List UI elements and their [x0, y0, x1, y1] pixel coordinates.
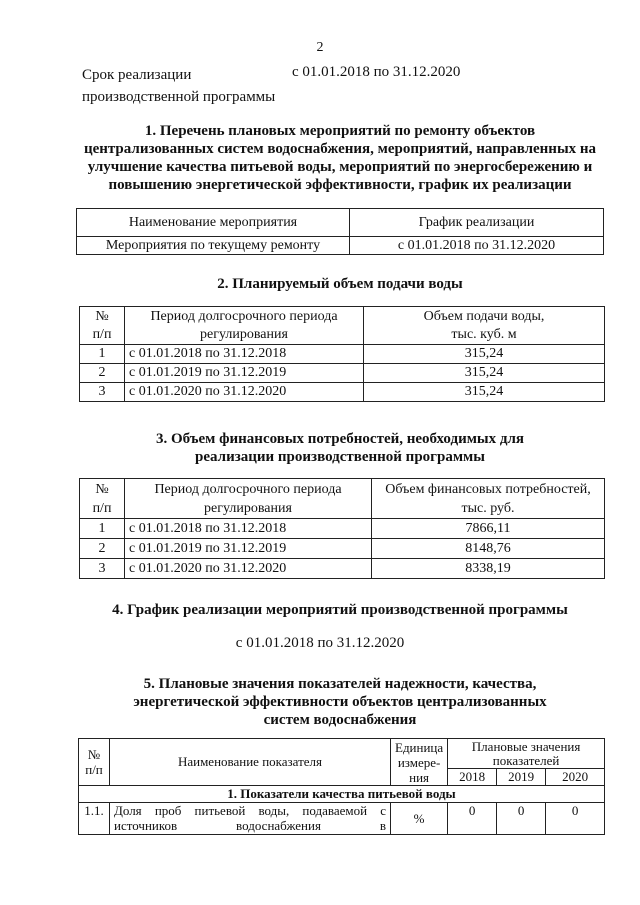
row-value: 315,24	[364, 383, 605, 402]
row-unit: %	[391, 803, 448, 835]
section5-title	[60, 675, 620, 729]
section5-title-line: систем водоснабжения	[263, 712, 417, 728]
activities-header-schedule: График реализации	[350, 209, 604, 237]
table-row	[80, 519, 605, 539]
col-finance-header: Объем финансовых потребностей, тыс. руб.	[372, 479, 605, 519]
term-label-line1: Срок реализации	[82, 67, 192, 83]
section2-title: 2. Планируемый объем подачи воды	[217, 276, 463, 292]
row-period: с 01.01.2020 по 31.12.2020	[125, 383, 364, 402]
table-row	[79, 803, 605, 835]
section3-title-line: реализации производственной программы	[195, 449, 485, 465]
col-year-2020: 2020	[546, 769, 605, 786]
section1-title-line: 1. Перечень плановых мероприятий по ремонту объектов	[144, 123, 536, 139]
implementation-term-label	[82, 64, 275, 108]
section4-period: с 01.01.2018 по 31.12.2020	[235, 635, 405, 651]
page-number: 2	[316, 40, 324, 55]
col-volume-header: Объем подачи воды, тыс. куб. м	[364, 307, 605, 345]
row-period: с 01.01.2019 по 31.12.2019	[125, 364, 364, 383]
row-value: 315,24	[364, 364, 605, 383]
section5-title-line: 5. Плановые значения показателей надежности, качества,	[143, 676, 537, 692]
row-value: 7866,11	[372, 519, 605, 539]
section1-title-line: улучшение качества питьевой воды, мероприятий по энергосбережению и	[87, 159, 593, 175]
row-num: 1.1.	[79, 803, 110, 835]
row-value: 8148,76	[372, 539, 605, 559]
activity-name: Мероприятия по текущему ремонту	[77, 237, 350, 255]
group-header: 1. Показатели качества питьевой воды	[79, 786, 605, 803]
term-label-line2: производственной программы	[82, 89, 276, 105]
table-row	[80, 364, 605, 383]
col-num-header: № п/п	[79, 739, 110, 786]
water-supply-table	[79, 306, 605, 402]
col-unit-header: Единица измере- ния	[391, 739, 448, 786]
row-period: с 01.01.2018 по 31.12.2018	[125, 519, 372, 539]
table-row	[80, 559, 605, 579]
indicators-table	[78, 738, 605, 835]
implementation-term-value: с 01.01.2018 по 31.12.2020	[292, 64, 461, 80]
activities-header-name: Наименование мероприятия	[77, 209, 350, 237]
activities-table	[76, 208, 604, 255]
section5-title-line: энергетической эффективности объектов централизованных	[133, 694, 547, 710]
row-value-2018: 0	[448, 803, 497, 835]
table-row	[80, 345, 605, 364]
row-num: 3	[80, 383, 125, 402]
row-period: с 01.01.2019 по 31.12.2019	[125, 539, 372, 559]
col-plan-header: Плановые значения показателей	[448, 739, 605, 769]
row-num: 3	[80, 559, 125, 579]
row-value-2019: 0	[497, 803, 546, 835]
section1-title-line: повышению энергетической эффективности, график их реализации	[108, 177, 572, 193]
col-period-header: Период долгосрочного периода регулирования	[125, 479, 372, 519]
section3-title	[60, 430, 620, 466]
section1-title-line: централизованных систем водоснабжения, мероприятий, направленных на	[83, 141, 597, 157]
section1-title	[60, 122, 620, 194]
row-num: 1	[80, 345, 125, 364]
col-indicator-name-header: Наименование показателя	[110, 739, 391, 786]
col-num-header: № п/п	[80, 479, 125, 519]
row-value-2020: 0	[546, 803, 605, 835]
row-period: с 01.01.2020 по 31.12.2020	[125, 559, 372, 579]
table-row	[80, 539, 605, 559]
row-num: 1	[80, 519, 125, 539]
section4-title: 4. График реализации мероприятий производственной программы	[112, 602, 568, 618]
row-num: 2	[80, 364, 125, 383]
col-year-2019: 2019	[497, 769, 546, 786]
table-row	[80, 383, 605, 402]
row-value: 8338,19	[372, 559, 605, 579]
row-value: 315,24	[364, 345, 605, 364]
col-num-header: № п/п	[80, 307, 125, 345]
row-indicator-name: Доля проб питьевой воды, подаваемой с источников водоснабжения в	[110, 803, 391, 835]
col-period-header: Период долгосрочного периода регулирования	[125, 307, 364, 345]
activity-schedule: с 01.01.2018 по 31.12.2020	[350, 237, 604, 255]
section3-title-line: 3. Объем финансовых потребностей, необходимых для	[155, 431, 525, 447]
row-num: 2	[80, 539, 125, 559]
col-year-2018: 2018	[448, 769, 497, 786]
financial-needs-table	[79, 478, 605, 579]
row-period: с 01.01.2018 по 31.12.2018	[125, 345, 364, 364]
